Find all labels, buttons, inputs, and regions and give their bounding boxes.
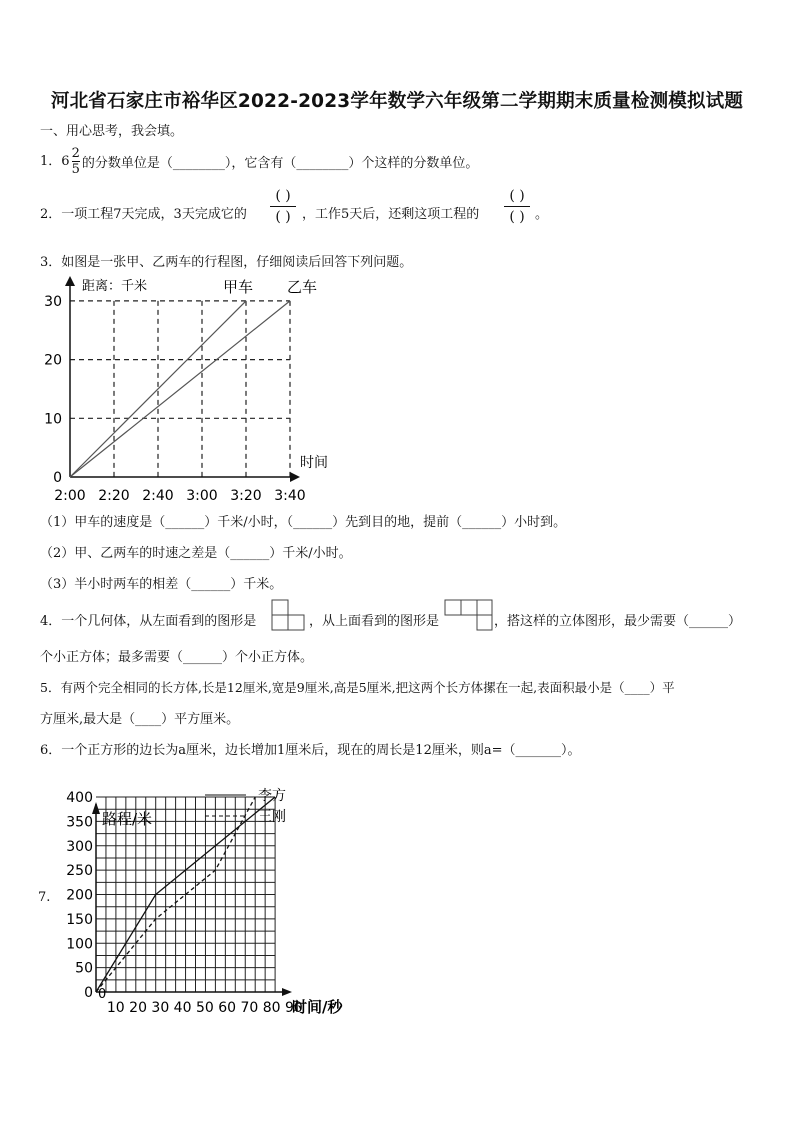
x-tick-label: 3:20 [230,488,262,504]
q5-line-2: 方厘米,最大是（____）平方厘米。 [40,712,240,727]
blank-denominator: ( ) [509,209,525,225]
top-view-square [477,615,492,630]
question-6: 6．一个正方形的边长为a厘米，边长增加1厘米后，现在的周长是12厘米，则a=（_______）。 [40,743,581,758]
y-axis-arrow [65,276,75,286]
y-tick-label: 400 [66,790,93,806]
x-axis-arrow [282,988,292,996]
x-tick-label: 3:00 [186,488,218,504]
q2-text-b: ，工作5天后，还剩这项工程的 [302,207,480,222]
x-axis-label: 时间 [300,455,328,471]
x-axis-label: 时间/秒 [292,998,343,1016]
question-1 [40,146,478,177]
blank-denominator: ( ) [275,209,291,225]
left-view-square [288,615,304,630]
q4-text-a: 4．一个几何体，从左面看到的图形是 [40,614,257,629]
x-axis-arrow [290,472,300,482]
top-view-square [477,600,492,615]
y-tick-label: 0 [84,985,93,1001]
q4-line-2: 个小正方体；最多需要（______）个小正方体。 [40,650,314,665]
question-3: 3．如图是一张甲、乙两车的行程图，仔细阅读后回答下列问题。 [40,255,413,270]
chart-axes [92,802,292,996]
chart-labels [44,278,328,504]
q1-text: 的分数单位是（________），它含有（________）个这样的分数单位。 [81,156,479,171]
q2-text-c: 。 [535,207,549,222]
q3-sub-2: （2）甲、乙两车的时速之差是（______）千米/小时。 [40,546,352,561]
series-line-yi [70,301,290,477]
x-tick-label: 2:00 [54,488,86,504]
legend-label: 甲车 [222,278,254,296]
y-tick-label: 100 [66,936,93,953]
q1-number: 1． [40,154,62,169]
section-heading: 一、用心思考，我会填。 [40,124,184,139]
page-title: 河北省石家庄市裕华区2022-2023学年数学六年级第二学期期末质量检测模拟试题 [50,91,744,112]
y-tick-label: 20 [44,352,62,369]
series-line-jia [70,301,246,477]
fraction-bar [504,206,530,207]
y-axis-arrow [92,802,100,814]
top-view-square [445,600,461,615]
q7-number: 7. [38,890,51,905]
blank-numerator: ( ) [275,188,291,204]
y-tick-label: 0 [53,470,62,486]
y-axis-label: 路程/米 [102,810,153,828]
x-tick-labels: 10 20 30 40 50 60 70 80 90 [106,1000,303,1016]
travel-chart [28,268,358,508]
x-tick-label: 2:40 [142,488,174,504]
q1-fraction [72,146,80,177]
origin-label: 0 [98,987,107,1002]
q3-sub-3: （3）半小时两车的相差（______）千米。 [40,577,283,592]
y-tick-label: 300 [66,838,93,855]
y-tick-label: 250 [66,863,93,880]
y-tick-label: 10 [44,411,62,428]
left-view-figure [271,599,307,633]
q2-text-a: 2．一项工程7天完成，3天完成它的 [40,207,247,222]
blank-numerator: ( ) [509,188,525,204]
top-view-square [461,600,477,615]
x-tick-label: 3:40 [274,488,306,504]
chart-axes [65,276,300,482]
top-view-figure [444,599,494,633]
y-tick-label: 150 [66,911,93,928]
x-tick-label: 2:20 [98,488,130,504]
y-tick-label: 200 [66,887,93,904]
q5-line-1: 5．有两个完全相同的长方体,长是12厘米,宽是9厘米,高是5厘米,把这两个长方体摞在一起,表面积最小是（____）平 [40,680,675,695]
left-view-square [272,600,288,615]
q3-sub-1: （1）甲车的速度是（______）千米/小时，（______）先到目的地，提前（______）小时到。 [40,515,567,530]
legend-label: 乙车 [286,278,318,296]
legend-label: 李方 [258,788,286,804]
y-tick-label: 30 [44,293,62,310]
q1-whole: 6 [61,154,70,169]
legend-label: 王刚 [258,809,286,825]
chart-series [70,301,290,477]
left-view-square [272,615,288,630]
y-tick-label: 50 [75,960,93,977]
distance-time-chart [60,780,360,1020]
q1-denominator: 5 [71,162,80,177]
y-tick-label: 350 [66,814,93,831]
y-axis-label: 距离：千米 [82,279,148,294]
q4-text-c: ，搭这样的立体图形，最少需要（______） [494,614,742,629]
q2-blank-fraction-2 [502,187,532,226]
fraction-bar [270,206,296,207]
q2-blank-fraction-1 [268,187,298,226]
q1-numerator: 2 [71,146,80,161]
q4-text-b: ，从上面看到的图形是 [309,614,440,629]
